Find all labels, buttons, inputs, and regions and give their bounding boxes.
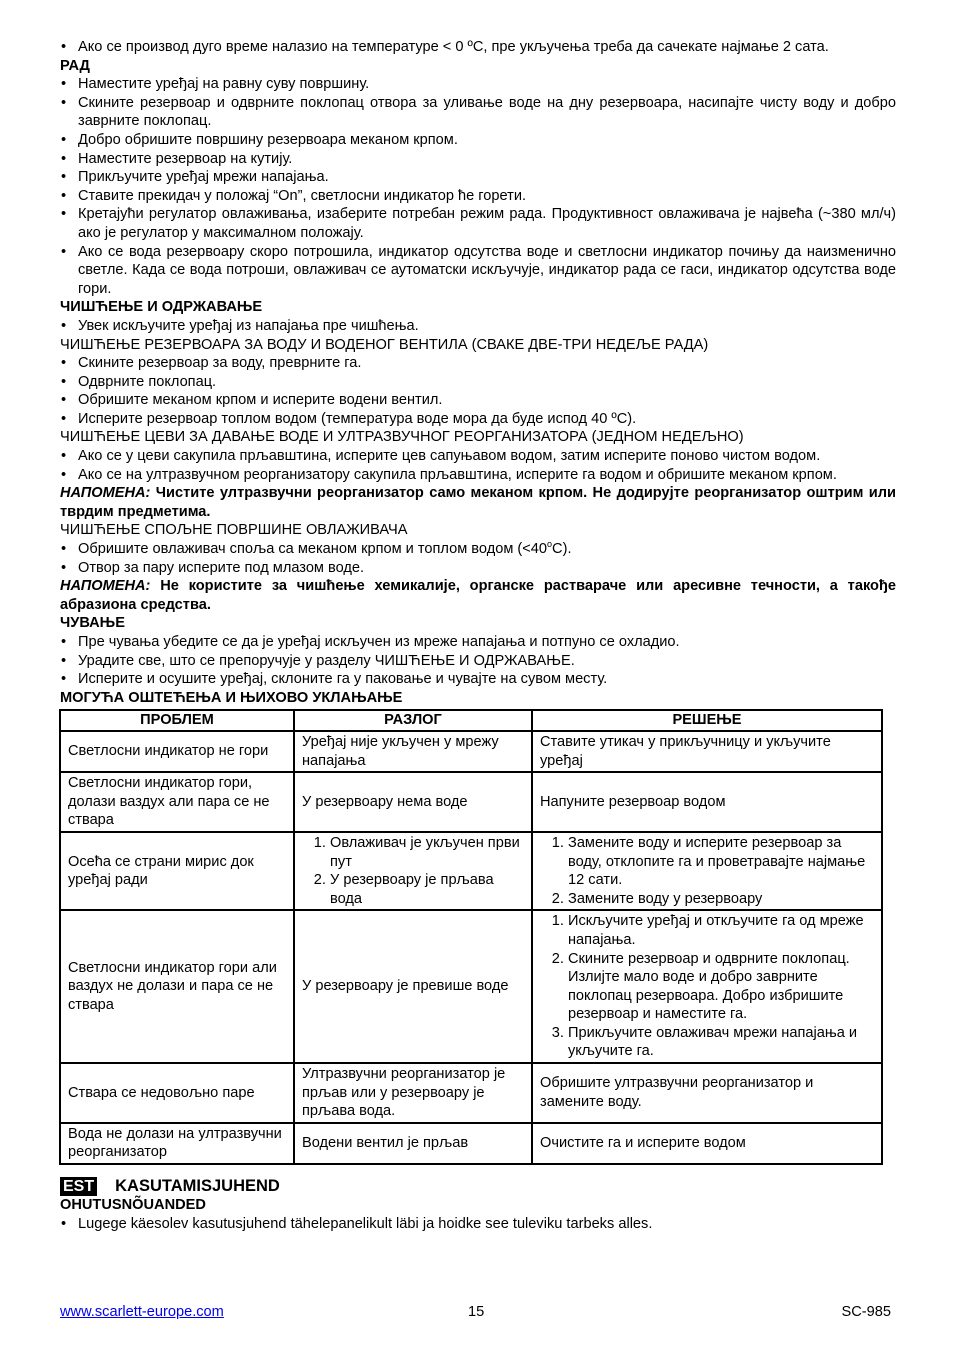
language-badge: EST bbox=[60, 1177, 97, 1196]
list-item: • Ако се у цеви сакупила прљавштина, исперите цев сапуњавом водом, затим исперите поново чистом водом. bbox=[60, 447, 896, 466]
section-heading-operation: РАД bbox=[60, 57, 90, 74]
website-link[interactable]: www.scarlett-europe.com bbox=[60, 1304, 224, 1320]
cell-reason bbox=[294, 832, 532, 910]
table-header-row bbox=[60, 710, 882, 731]
list-item: • Ако се вода резервоару скоро потрошила, индикатор одсутства воде и светлосни индикатор почињу да наизменично светле. Када се вода потроши, овлаживач се аутоматски искључује, индикатор рада се гаси, индикатор одсутства воде гори. bbox=[60, 243, 896, 299]
section-title: KASUTAMISJUHEND bbox=[115, 1177, 280, 1196]
cell-reason: Водени вентил је прљав bbox=[294, 1123, 532, 1164]
column-header-problem: ПРОБЛЕМ bbox=[60, 710, 294, 731]
list-item: • Ако се на ултразвучном реорганизатору сакупила прљавштина, исперите га водом и обришите меканом крпом. bbox=[60, 466, 896, 485]
list-item: • Пре чувања убедите се да је уређај искључен из мреже напајања и потпуно се охладио. bbox=[60, 633, 896, 652]
cell-problem: Вода не долази на ултразвучни реорганизатор bbox=[60, 1123, 294, 1164]
list-item bbox=[60, 540, 896, 559]
cell-problem: Светлосни индикатор не гори bbox=[60, 731, 294, 772]
page-number: 15 bbox=[468, 1304, 485, 1320]
list-item: • Отвор за пару исперите под млазом воде. bbox=[60, 559, 896, 578]
cell-problem: Ствара се недовољно паре bbox=[60, 1063, 294, 1123]
cell-solution: Ставите утикач у прикључницу и укључите уређај bbox=[532, 731, 882, 772]
list-item: • Наместите уређај на равну суву површину. bbox=[60, 75, 896, 94]
list-item: • Исперите и осушите уређај, склоните га у паковање и чувајте на сувом месту. bbox=[60, 670, 896, 689]
list-item: 1. Искључите уређај и откључите га од мреже напајања. bbox=[568, 912, 873, 949]
list-item: 2. Скините резервоар и одврните поклопац. Излијте мало воде и добро заврните поклопац резервоара. Добро избришите резервоар и наместите га. bbox=[568, 950, 873, 1024]
cell-reason: У резервоару нема воде bbox=[294, 772, 532, 832]
storage-bullet-list bbox=[60, 633, 896, 689]
cell-problem: Светлосни индикатор гори, долази ваздух али пара се не ствара bbox=[60, 772, 294, 832]
list-item-text: Обришите овлаживач споља са меканом крпом и топлом водом (<40 bbox=[78, 541, 548, 558]
solution-list bbox=[540, 912, 873, 1061]
cleaning-bullet-list-1 bbox=[60, 317, 896, 336]
list-item: 1. Замените воду и исперите резервоар за воду, отклопите га и проветравајте најмање 12 сати. bbox=[568, 834, 873, 890]
note-ultrasonic bbox=[60, 484, 896, 521]
list-item: • Скините резервоар за воду, преврните га. bbox=[60, 354, 896, 373]
list-item: • Исперите резервоар топлом водом (температура воде мора да буде испод 40 ºC). bbox=[60, 410, 896, 429]
subheading-exterior-cleaning: ЧИШЋЕЊЕ СПОЉНЕ ПОВРШИНЕ ОВЛАЖИВАЧА bbox=[60, 522, 408, 539]
section-heading-troubleshooting: МОГУЋА ОШТЕЋЕЊА И ЊИХОВО УКЛАЊАЊЕ bbox=[60, 689, 403, 706]
list-item: • Урадите све, што се препоручује у разделу ЧИШЋЕЊЕ И ОДРЖАВАЊЕ. bbox=[60, 652, 896, 671]
list-item: 3. Прикључите овлаживач мрежи напајања и укључите га. bbox=[568, 1024, 873, 1061]
list-item: • Скините резервоар и одврните поклопац отвора за уливање воде на дну резервоара, насипајте чисту воду и добро заврните поклопац. bbox=[60, 94, 896, 131]
cell-reason: Ултразвучни реорганизатор је прљав или у резервоару је прљава вода. bbox=[294, 1063, 532, 1123]
cleaning-bullet-list-2 bbox=[60, 354, 896, 428]
section-heading-storage: ЧУВАЊЕ bbox=[60, 615, 125, 632]
table-row bbox=[60, 910, 882, 1063]
list-item: • Кретајући регулатор овлаживања, изаберите потребан режим рада. Продуктивност овлаживача је највећа (~380 мл/ч) ако је регулатор у максималном положају. bbox=[60, 205, 896, 242]
note-label: НАПОМЕНА: bbox=[60, 578, 151, 595]
table-row bbox=[60, 731, 882, 772]
cell-solution bbox=[532, 910, 882, 1063]
est-section-header bbox=[60, 1177, 896, 1196]
list-item: 2. У резервоару је прљава вода bbox=[330, 871, 523, 908]
subheading-tank-cleaning: ЧИШЋЕЊЕ РЕЗЕРВОАРА ЗА ВОДУ И ВОДЕНОГ ВЕНТИЛА (СВАКЕ ДВЕ-ТРИ НЕДЕЉЕ РАДА) bbox=[60, 336, 709, 353]
list-item: • Увек искључите уређај из напајања пре чишћења. bbox=[60, 317, 896, 336]
cleaning-bullet-list-3 bbox=[60, 447, 896, 484]
model-number: SC-985 bbox=[841, 1304, 891, 1320]
note-text: Чистите ултразвучни реорганизатор само меканом крпом. Не додирујте реорганизатор оштрим или тврдим предметима. bbox=[60, 485, 896, 520]
list-item: 1. Овлаживач је укључен први пут bbox=[330, 834, 523, 871]
reason-list bbox=[302, 834, 523, 908]
table-row bbox=[60, 1123, 882, 1164]
cell-solution bbox=[532, 832, 882, 910]
intro-bullet-list bbox=[60, 38, 896, 57]
manual-page bbox=[60, 38, 896, 1233]
table-row bbox=[60, 772, 882, 832]
cell-solution: Обришите ултразвучни реорганизатор и замените воду. bbox=[532, 1063, 882, 1123]
cell-reason: У резервоару је превише воде bbox=[294, 910, 532, 1063]
cleaning-bullet-list-4 bbox=[60, 540, 896, 577]
cell-problem: Осећа се страни мирис док уређај ради bbox=[60, 832, 294, 910]
cell-reason: Уређај није укључен у мрежу напајања bbox=[294, 731, 532, 772]
degree-superscript: o bbox=[547, 539, 553, 550]
cell-problem: Светлосни индикатор гори али ваздух не долази и пара се не ствара bbox=[60, 910, 294, 1063]
section-heading-cleaning: ЧИШЋЕЊЕ И ОДРЖАВАЊЕ bbox=[60, 299, 263, 316]
solution-list bbox=[540, 834, 873, 908]
troubleshooting-table bbox=[59, 709, 883, 1165]
cell-solution: Очистите га и исперите водом bbox=[532, 1123, 882, 1164]
list-item: • Ако се производ дуго време налазио на температуре < 0 ºC, пре укључења треба да сачекате најмање 2 сата. bbox=[60, 38, 896, 57]
table-row bbox=[60, 832, 882, 910]
column-header-reason: РАЗЛОГ bbox=[294, 710, 532, 731]
list-item: • Ставите прекидач у положај “On”, светлосни индикатор ће горети. bbox=[60, 187, 896, 206]
subheading-safety: OHUTUSNÕUANDED bbox=[60, 1197, 206, 1214]
note-chemicals bbox=[60, 577, 896, 614]
cell-solution: Напуните резервоар водом bbox=[532, 772, 882, 832]
est-bullet-list bbox=[60, 1215, 896, 1234]
list-item-text: C). bbox=[552, 541, 572, 558]
list-item: • Обришите меканом крпом и исперите водени вентил. bbox=[60, 391, 896, 410]
list-item: 2. Замените воду у резервоару bbox=[568, 890, 873, 909]
list-item: • Наместите резервоар на кутију. bbox=[60, 150, 896, 169]
list-item: • Lugege käesolev kasutusjuhend tähelepanelikult läbi ja hoidke see tuleviku tarbeks alles. bbox=[60, 1215, 896, 1234]
subheading-pipe-cleaning: ЧИШЋЕЊЕ ЦЕВИ ЗА ДАВАЊЕ ВОДЕ И УЛТРАЗВУЧНОГ РЕОРГАНИЗАТОРА (ЈЕДНОМ НЕДЕЉНО) bbox=[60, 429, 744, 446]
note-text: Не користите за чишћење хемикалије, органске раствараче или аресивне течности, а такође абразиона средства. bbox=[60, 578, 896, 613]
table-row bbox=[60, 1063, 882, 1123]
operation-bullet-list bbox=[60, 75, 896, 298]
list-item: • Добро обришите површину резервоара меканом крпом. bbox=[60, 131, 896, 150]
column-header-solution: РЕШЕЊЕ bbox=[532, 710, 882, 731]
list-item: • Одврните поклопац. bbox=[60, 373, 896, 392]
note-label: НАПОМЕНА: bbox=[60, 485, 151, 502]
list-item: • Прикључите уређај мрежи напајања. bbox=[60, 168, 896, 187]
